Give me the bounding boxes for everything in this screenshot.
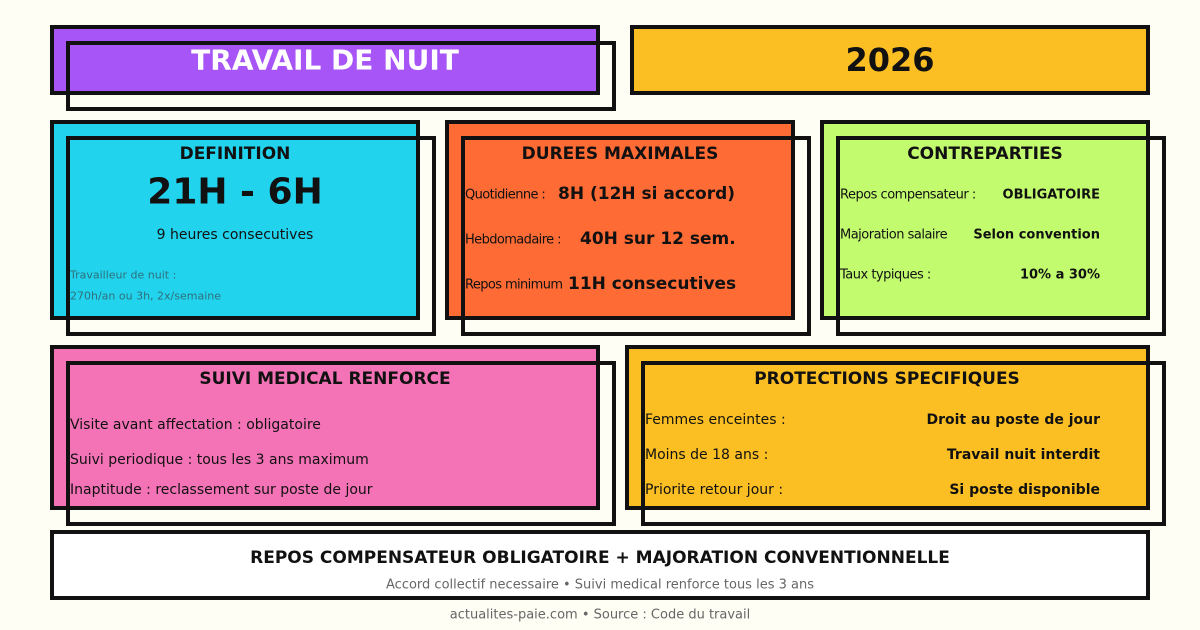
contreparties-title: CONTREPARTIES	[907, 144, 1063, 164]
source-credit: actualites-paie.com • Source : Code du travail	[449, 607, 751, 623]
year-label: 2026	[845, 41, 935, 79]
durees-value-1: 8H (12H si accord)	[558, 184, 736, 204]
durees-value-2: 40H sur 12 sem.	[580, 229, 736, 249]
definition-title: DEFINITION	[179, 144, 291, 164]
durees-label-2: Hebdomadaire :	[465, 232, 561, 248]
durees-title: DUREES MAXIMALES	[521, 144, 719, 164]
contreparties-value-3: 10% a 30%	[1019, 267, 1100, 283]
suivi-line-2: Suivi periodique : tous les 3 ans maximum	[70, 452, 369, 468]
protections-label-3: Priorite retour jour :	[645, 482, 784, 498]
durees-label-3: Repos minimum	[465, 277, 563, 293]
suivi-line-1: Visite avant affectation : obligatoire	[70, 417, 321, 433]
contreparties-value-1: OBLIGATOIRE	[1002, 187, 1100, 203]
page-title: TRAVAIL DE NUIT	[191, 43, 459, 77]
contreparties-label-3: Taux typiques :	[840, 267, 931, 283]
protections-value-1: Droit au poste de jour	[926, 412, 1100, 428]
durees-label-1: Quotidienne :	[465, 187, 546, 203]
summary-headline: REPOS COMPENSATEUR OBLIGATOIRE + MAJORATION CONVENTIONNELLE	[250, 548, 950, 568]
summary-subline: Accord collectif necessaire • Suivi medical renforce tous les 3 ans	[386, 577, 814, 593]
definition-hours: 21H - 6H	[147, 171, 323, 213]
definition-note-2: 270h/an ou 3h, 2x/semaine	[70, 289, 222, 303]
protections-value-3: Si poste disponible	[949, 482, 1100, 498]
definition-note-1: Travailleur de nuit :	[70, 268, 177, 282]
contreparties-label-1: Repos compensateur :	[840, 187, 976, 203]
definition-subtitle: 9 heures consecutives	[156, 227, 314, 243]
contreparties-label-2: Majoration salaire	[840, 227, 948, 243]
protections-title: PROTECTIONS SPECIFIQUES	[754, 369, 1020, 389]
durees-value-3: 11H consecutives	[568, 274, 737, 294]
protections-label-2: Moins de 18 ans :	[645, 447, 769, 463]
suivi-title: SUIVI MEDICAL RENFORCE	[199, 369, 451, 389]
contreparties-value-2: Selon convention	[973, 227, 1100, 243]
protections-label-1: Femmes enceintes :	[645, 412, 786, 428]
suivi-line-3: Inaptitude : reclassement sur poste de jour	[70, 482, 373, 498]
protections-value-2: Travail nuit interdit	[946, 447, 1100, 463]
